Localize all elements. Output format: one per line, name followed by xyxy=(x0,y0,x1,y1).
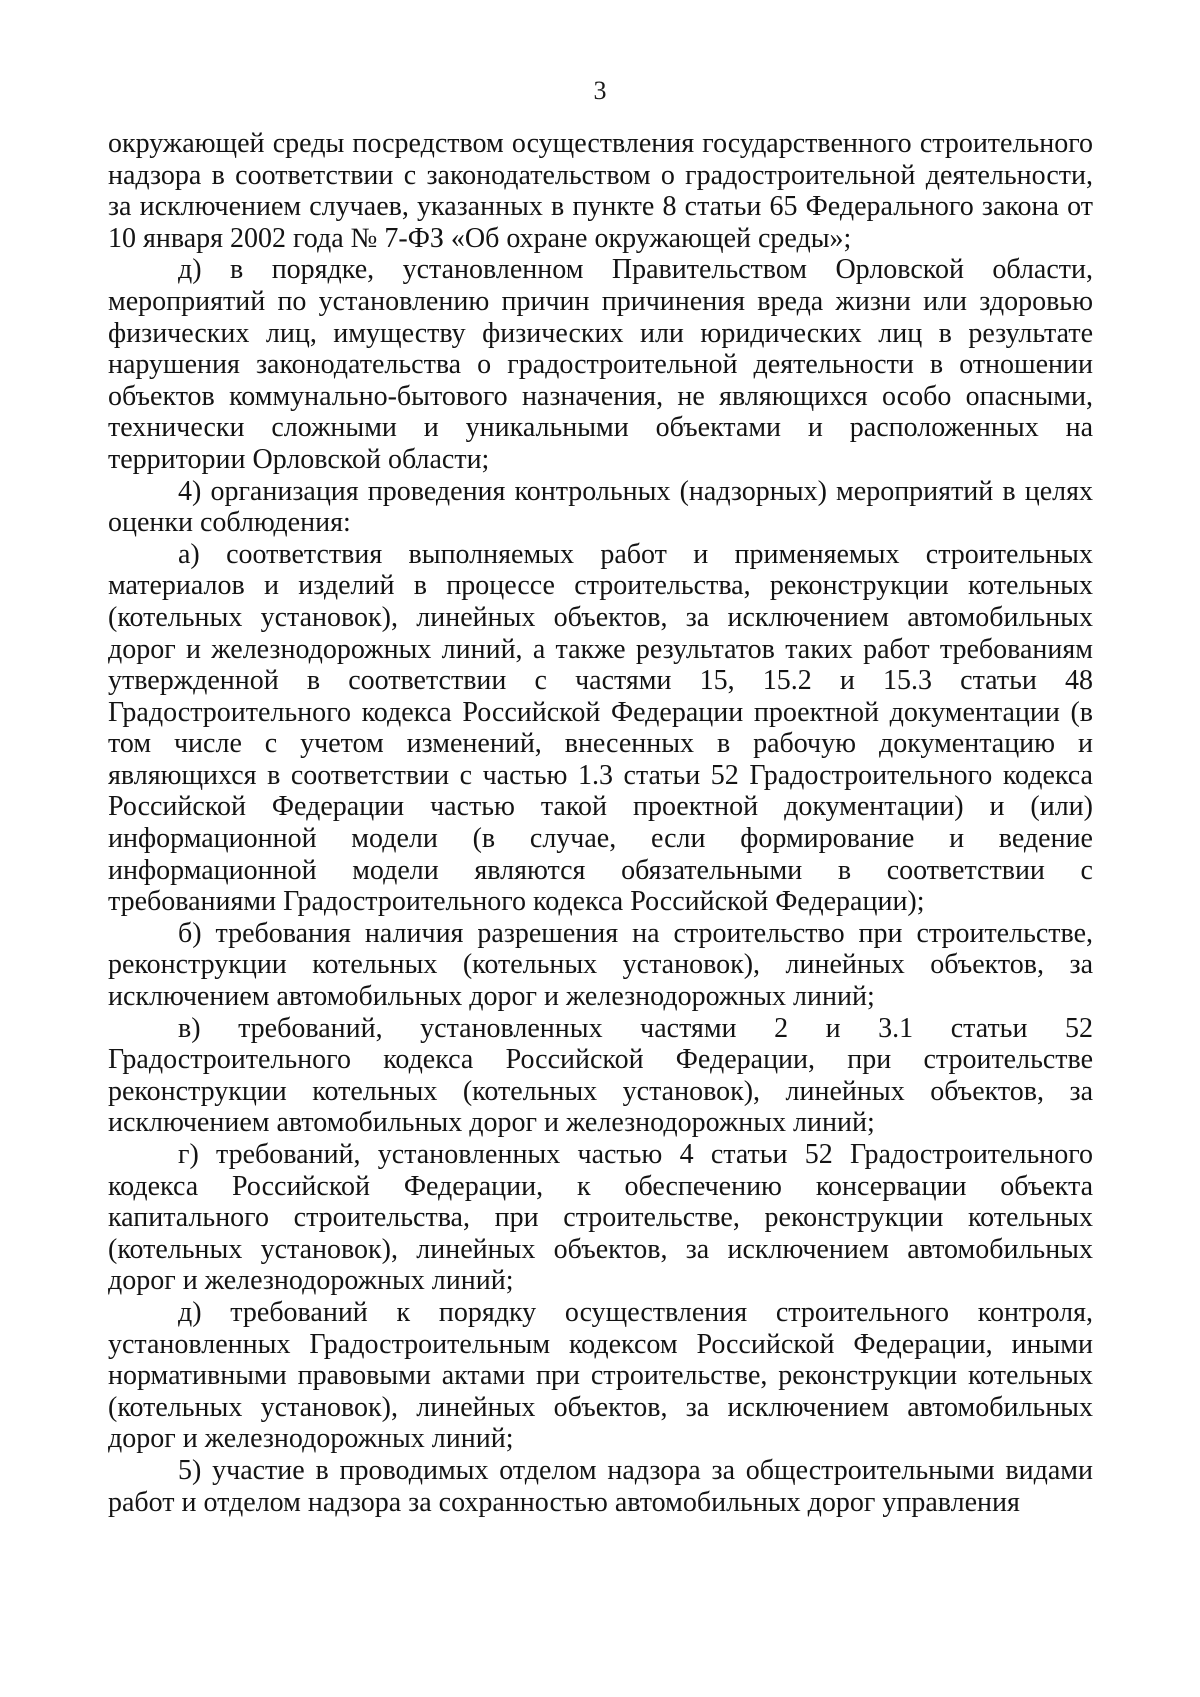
paragraph-4: а) соответствия выполняемых работ и применяемых строительных материалов и изделий в процессе строительства, реконструкции котельных (котельных установок), линейных объектов, за исключением автомобильных дорог и железнодорожных линий, а также результатов таких работ требованиям утвержденной в соответствии с частями 15, 15.2 и 15.3 статьи 48 Градостроительного кодекса Российской Федерации проектной документации (в том числе с учетом изменений, внесенных в рабочую документацию и являющихся в соответствии с частью 1.3 статьи 52 Градостроительного кодекса Российской Федерации частью такой проектной документации) и (или) информационной модели (в случае, если формирование и ведение информационной модели являются обязательными в соответствии с требованиями Градостроительного кодекса Российской Федерации); xyxy=(108,538,1093,918)
paragraph-1: окружающей среды посредством осуществления государственного строительного надзора в соответствии с законодательством о градостроительной деятельности, за исключением случаев, указанных в пункте 8 статьи 65 Федерального закона от 10 января 2002 года № 7-ФЗ «Об охране окружающей среды»; xyxy=(108,128,1093,254)
page-number: 3 xyxy=(593,76,607,105)
paragraph-7: г) требований, установленных частью 4 статьи 52 Градостроительного кодекса Российской Федерации, к обеспечению консервации объекта капитального строительства, при строительстве, реконструкции котельных (котельных установок), линейных объектов, за исключением автомобильных дорог и железнодорожных линий; xyxy=(108,1139,1093,1297)
paragraph-6: в) требований, установленных частями 2 и 3.1 статьи 52 Градостроительного кодекса Российской Федерации, при строительстве реконструкции котельных (котельных установок), линейных объектов, за исключением автомобильных дорог и железнодорожных линий; xyxy=(108,1012,1093,1139)
document-body xyxy=(108,128,1093,1518)
paragraph-5: б) требования наличия разрешения на строительство при строительстве, реконструкции котельных (котельных установок), линейных объектов, за исключением автомобильных дорог и железнодорожных линий; xyxy=(108,917,1093,1013)
paragraph-2: д) в порядке, установленном Правительством Орловской области, мероприятий по установлению причин причинения вреда жизни или здоровью физических лиц, имуществу физических или юридических лиц в результате нарушения законодательства о градостроительной деятельности в отношении объектов коммунально-бытового назначения, не являющихся особо опасными, технически сложными и уникальными объектами и расположенных на территории Орловской области; xyxy=(108,254,1093,475)
paragraph-8: д) требований к порядку осуществления строительного контроля, установленных Градостроительным кодексом Российской Федерации, иными нормативными правовыми актами при строительстве, реконструкции котельных (котельных установок), линейных объектов, за исключением автомобильных дорог и железнодорожных линий; xyxy=(108,1296,1093,1455)
paragraph-9: 5) участие в проводимых отделом надзора за общестроительными видами работ и отделом надзора за сохранностью автомобильных дорог управления xyxy=(108,1454,1093,1518)
paragraph-3: 4) организация проведения контрольных (надзорных) мероприятий в целях оценки соблюдения: xyxy=(108,475,1093,539)
